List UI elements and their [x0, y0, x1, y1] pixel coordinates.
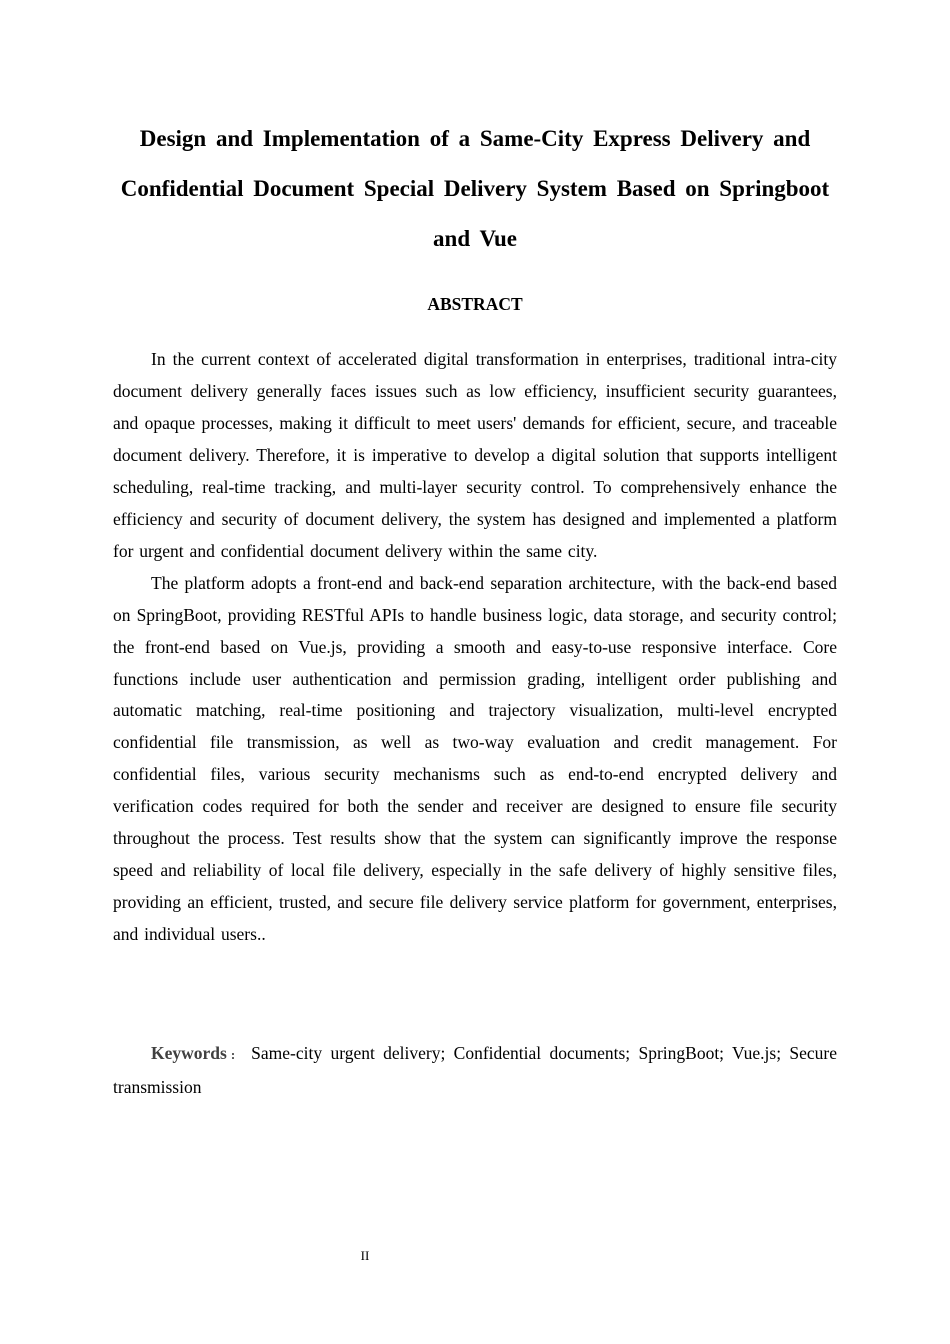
- paper-title: Design and Implementation of a Same-City Express Delivery and Confidential Document Special Delivery System Based on Springboot and Vue: [120, 126, 830, 251]
- keywords-label: Keywords: [151, 1043, 227, 1063]
- keywords-line: [113, 1037, 837, 1103]
- abstract-paragraph-2: The platform adopts a front-end and back-end separation architecture, with the back-end based on SpringBoot, providing RESTful APIs to handle business logic, data storage, and security control; the front-end based on Vue.js, providing a smooth and easy-to-use responsive interface. Core functions include user authentication and permission grading, intelligent order publishing and automatic matching, real-time positioning and trajectory visualization, multi-level encrypted confidential file transmission, as well as two-way evaluation and credit management. For confidential files, various security mechanisms such as end-to-end encrypted delivery and verification codes required for both the sender and receiver are designed to ensure file security throughout the process. Test results show that the system can significantly improve the response speed and reliability of local file delivery, especially in the safe delivery of highly sensitive files, providing an efficient, trusted, and secure file delivery service platform for government, enterprises, and individual users..: [113, 572, 837, 945]
- abstract-body: [113, 344, 837, 951]
- abstract-paragraph-1: In the current context of accelerated digital transformation in enterprises, traditional intra-city document delivery generally faces issues such as low efficiency, insufficient security guarantees, and opaque processes, making it difficult to meet users' demands for efficient, secure, and traceable document delivery. Therefore, it is imperative to develop a digital solution that supports intelligent scheduling, real-time tracking, and multi-layer security control. To comprehensively enhance the efficiency and security of document delivery, the system has designed and implemented a platform for urgent and confidential document delivery within the same city.: [113, 349, 837, 561]
- page-number: II: [360, 1248, 370, 1263]
- keywords-text: Same-city urgent delivery; Confidential documents; SpringBoot; Vue.js; Secure transmission: [113, 1043, 837, 1097]
- keywords-separator: :: [230, 1047, 236, 1062]
- abstract-heading: ABSTRACT: [427, 294, 523, 314]
